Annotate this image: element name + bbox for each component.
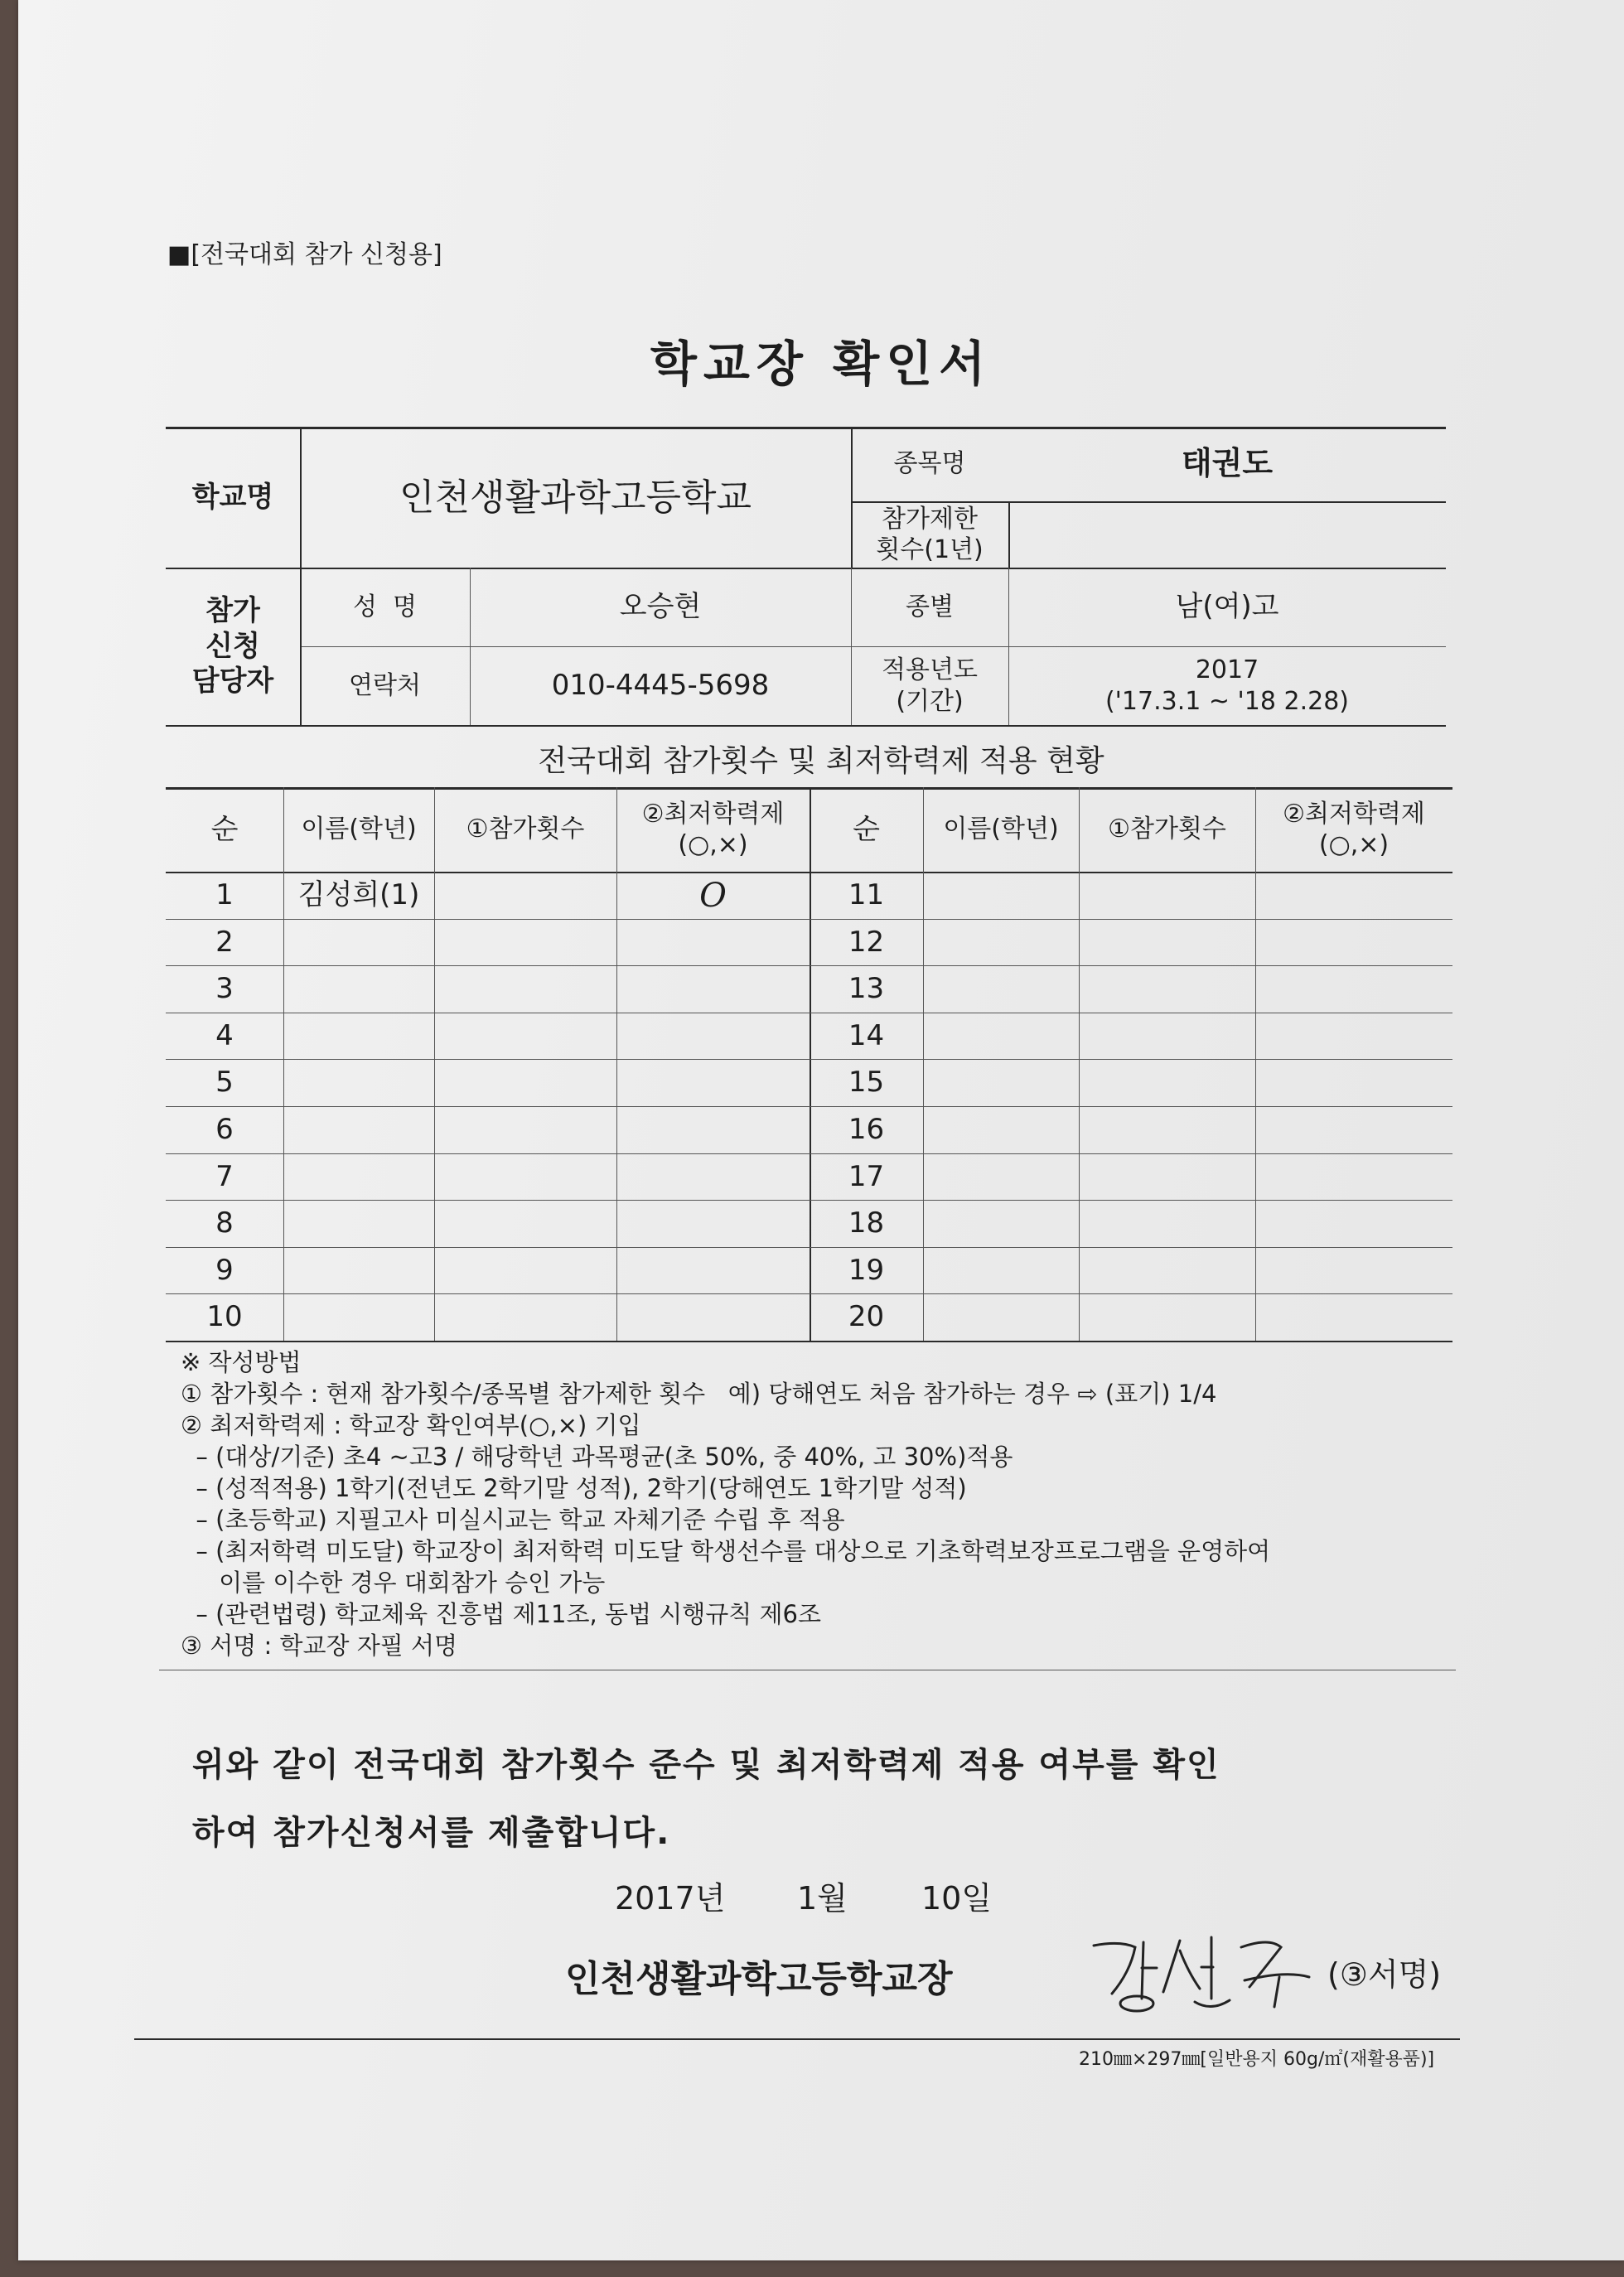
- order-cell: 5: [215, 1066, 234, 1100]
- min-academic-cell: [616, 1106, 810, 1153]
- year-label: [851, 646, 1008, 725]
- gender-value: 남(여)고: [1175, 590, 1279, 624]
- min-academic-cell: O: [699, 876, 727, 915]
- school-label: 학교명: [191, 480, 274, 514]
- min-academic-cell: [616, 1247, 810, 1294]
- student-name-cell: [283, 1106, 434, 1153]
- participation-count-cell: [434, 1247, 616, 1294]
- participation-count-cell: [434, 965, 616, 1013]
- header-name-left: 이름(학년): [301, 815, 417, 844]
- order-cell: 12: [848, 926, 885, 960]
- participation-count-cell: [434, 1153, 616, 1201]
- instruction-line: – (성적적용) 1학기(전년도 2학기말 성적), 2학기(당해연도 1학기말 성적): [181, 1474, 967, 1502]
- applicable-period: ('17.3.1 ~ '18 2.28): [1104, 686, 1350, 716]
- date-month: 1월: [797, 1880, 848, 1917]
- order-cell: 11: [848, 878, 885, 912]
- order-cell: 3: [215, 972, 234, 1006]
- gender-label: 종별: [906, 592, 954, 621]
- order-cell: 18: [848, 1206, 885, 1240]
- header-order-left: 순: [210, 812, 239, 846]
- instruction-line: 이를 이수한 경우 대회참가 승인 가능: [181, 1569, 606, 1597]
- phone-value: 010-4445-5698: [551, 669, 770, 703]
- order-cell: 13: [848, 972, 885, 1006]
- instruction-line: – (관련법령) 학교체육 진흥법 제11조, 동법 시행규칙 제6조: [181, 1600, 821, 1628]
- participation-count-cell: [434, 1013, 616, 1060]
- min-academic-cell: [616, 965, 810, 1013]
- document-paper: [18, 0, 1624, 2260]
- order-cell: 6: [215, 1113, 234, 1147]
- year-value: [1008, 646, 1446, 725]
- paper-spec: 210㎜×297㎜[일반용지 60g/㎡(재활용품)]: [1079, 2049, 1435, 2070]
- student-name-cell: [283, 1200, 434, 1247]
- form-tag: ■[전국대회 참가 신청용]: [167, 240, 442, 269]
- header-count-right: ①참가횟수: [1108, 815, 1226, 844]
- order-cell: 1: [215, 878, 234, 912]
- student-name-cell: [283, 1059, 434, 1106]
- min-academic-cell: [616, 1293, 810, 1341]
- date-year: 2017년: [615, 1880, 726, 1917]
- contact-label-1: 참가: [205, 594, 260, 628]
- instruction-line: – (대상/기준) 초4 ~고3 / 해당학년 과목평균(초 50%, 중 40%, 고 30%)적용: [181, 1443, 1013, 1471]
- order-cell: 20: [848, 1300, 885, 1334]
- instruction-line: ※ 작성방법: [181, 1348, 302, 1376]
- student-name-cell: [283, 1247, 434, 1294]
- student-name-cell: [283, 1153, 434, 1201]
- writing-instructions: [181, 1346, 1270, 1661]
- student-name-cell: [283, 1293, 434, 1341]
- participation-count-cell: [434, 1106, 616, 1153]
- limit-label-line2: 횟수(1년): [876, 535, 984, 564]
- header-min-right-1: ②최저학력제: [1283, 799, 1425, 829]
- instruction-line: – (최저학력 미도달) 학교장이 최저학력 미도달 학생선수를 대상으로 기초학력보장프로그램을 운영하여: [181, 1537, 1271, 1565]
- contact-label: [166, 568, 300, 725]
- participation-limit-label: [851, 501, 1008, 568]
- order-cell: 19: [848, 1254, 885, 1288]
- order-cell: 8: [215, 1206, 234, 1240]
- order-cell: 7: [215, 1160, 234, 1194]
- header-min-right: [1255, 787, 1452, 872]
- min-academic-cell: [616, 1059, 810, 1106]
- header-order-right: 순: [853, 812, 880, 846]
- header-min-left-2: (○,×): [678, 830, 748, 859]
- signature-label: (③서명): [1327, 1956, 1442, 1993]
- participation-count-cell: [434, 1059, 616, 1106]
- limit-value: [1008, 501, 1446, 568]
- header-min-right-2: (○,×): [1318, 830, 1390, 859]
- header-count-left: ①참가횟수: [466, 815, 585, 844]
- page-title: 학교장 확인서: [650, 336, 993, 392]
- instruction-line: ③ 서명 : 학교장 자필 서명: [181, 1632, 457, 1660]
- student-name-cell: [283, 965, 434, 1013]
- school-name: 인천생활과학고등학교: [399, 476, 752, 519]
- participation-count-cell: [434, 1200, 616, 1247]
- handwritten-signature: [1087, 1922, 1336, 2014]
- status-title: 전국대회 참가횟수 및 최저학력제 적용 현황: [538, 744, 1104, 778]
- limit-label-line1: 참가제한: [882, 504, 978, 534]
- order-cell: 14: [848, 1019, 885, 1053]
- instruction-line: ② 최저학력제 : 학교장 확인여부(○,×) 기입: [181, 1411, 641, 1439]
- applicable-year: 2017: [1195, 655, 1259, 684]
- order-cell: 4: [215, 1019, 234, 1053]
- min-academic-cell: [616, 919, 810, 966]
- min-academic-cell: [616, 1153, 810, 1201]
- contact-label-3: 담당자: [191, 665, 274, 699]
- year-label-line1: 적용년도: [882, 655, 978, 684]
- sport-label: 종목명: [893, 449, 966, 479]
- order-cell: 2: [215, 926, 234, 960]
- date-day: 10일: [921, 1880, 993, 1917]
- header-min-left-1: ②최저학력제: [641, 799, 785, 829]
- instruction-line: ① 참가횟수 : 현재 참가횟수/종목별 참가제한 횟수 예) 당해연도 처음 참가하는 경우 ⇨ (표기) 1/4: [181, 1380, 1217, 1408]
- order-cell: 16: [848, 1113, 885, 1147]
- principal-title: 인천생활과학고등학교장: [565, 1958, 953, 2000]
- min-academic-cell: [616, 1013, 810, 1060]
- contact-label-2: 신청: [205, 629, 260, 663]
- order-cell: 17: [848, 1160, 885, 1194]
- participation-count-cell: [434, 1293, 616, 1341]
- student-name-cell: 김성희(1): [297, 878, 420, 912]
- phone-label: 연락처: [349, 670, 421, 700]
- instruction-line: – (초등학교) 지필고사 미실시교는 학교 자체기준 수립 후 적용: [181, 1506, 845, 1534]
- declaration-line-2: 하여 참가신청서를 제출합니다.: [192, 1814, 671, 1852]
- header-min-left: [616, 787, 810, 872]
- declaration-line-1: 위와 같이 전국대회 참가횟수 준수 및 최저학력제 적용 여부를 확인: [192, 1746, 1220, 1784]
- order-cell: 10: [206, 1300, 243, 1334]
- student-name-cell: [283, 1013, 434, 1060]
- name-label: 성 명: [352, 592, 418, 621]
- participation-count-cell: [434, 919, 616, 966]
- min-academic-cell: [616, 1200, 810, 1247]
- order-cell: 9: [215, 1254, 234, 1288]
- name-value: 오승현: [619, 590, 702, 624]
- order-cell: 15: [848, 1066, 885, 1100]
- participation-count-cell: [434, 872, 616, 919]
- header-name-right: 이름(학년): [943, 815, 1059, 844]
- sport-value: 태권도: [1181, 445, 1274, 482]
- year-label-line2: (기간): [896, 686, 964, 716]
- student-name-cell: [283, 919, 434, 966]
